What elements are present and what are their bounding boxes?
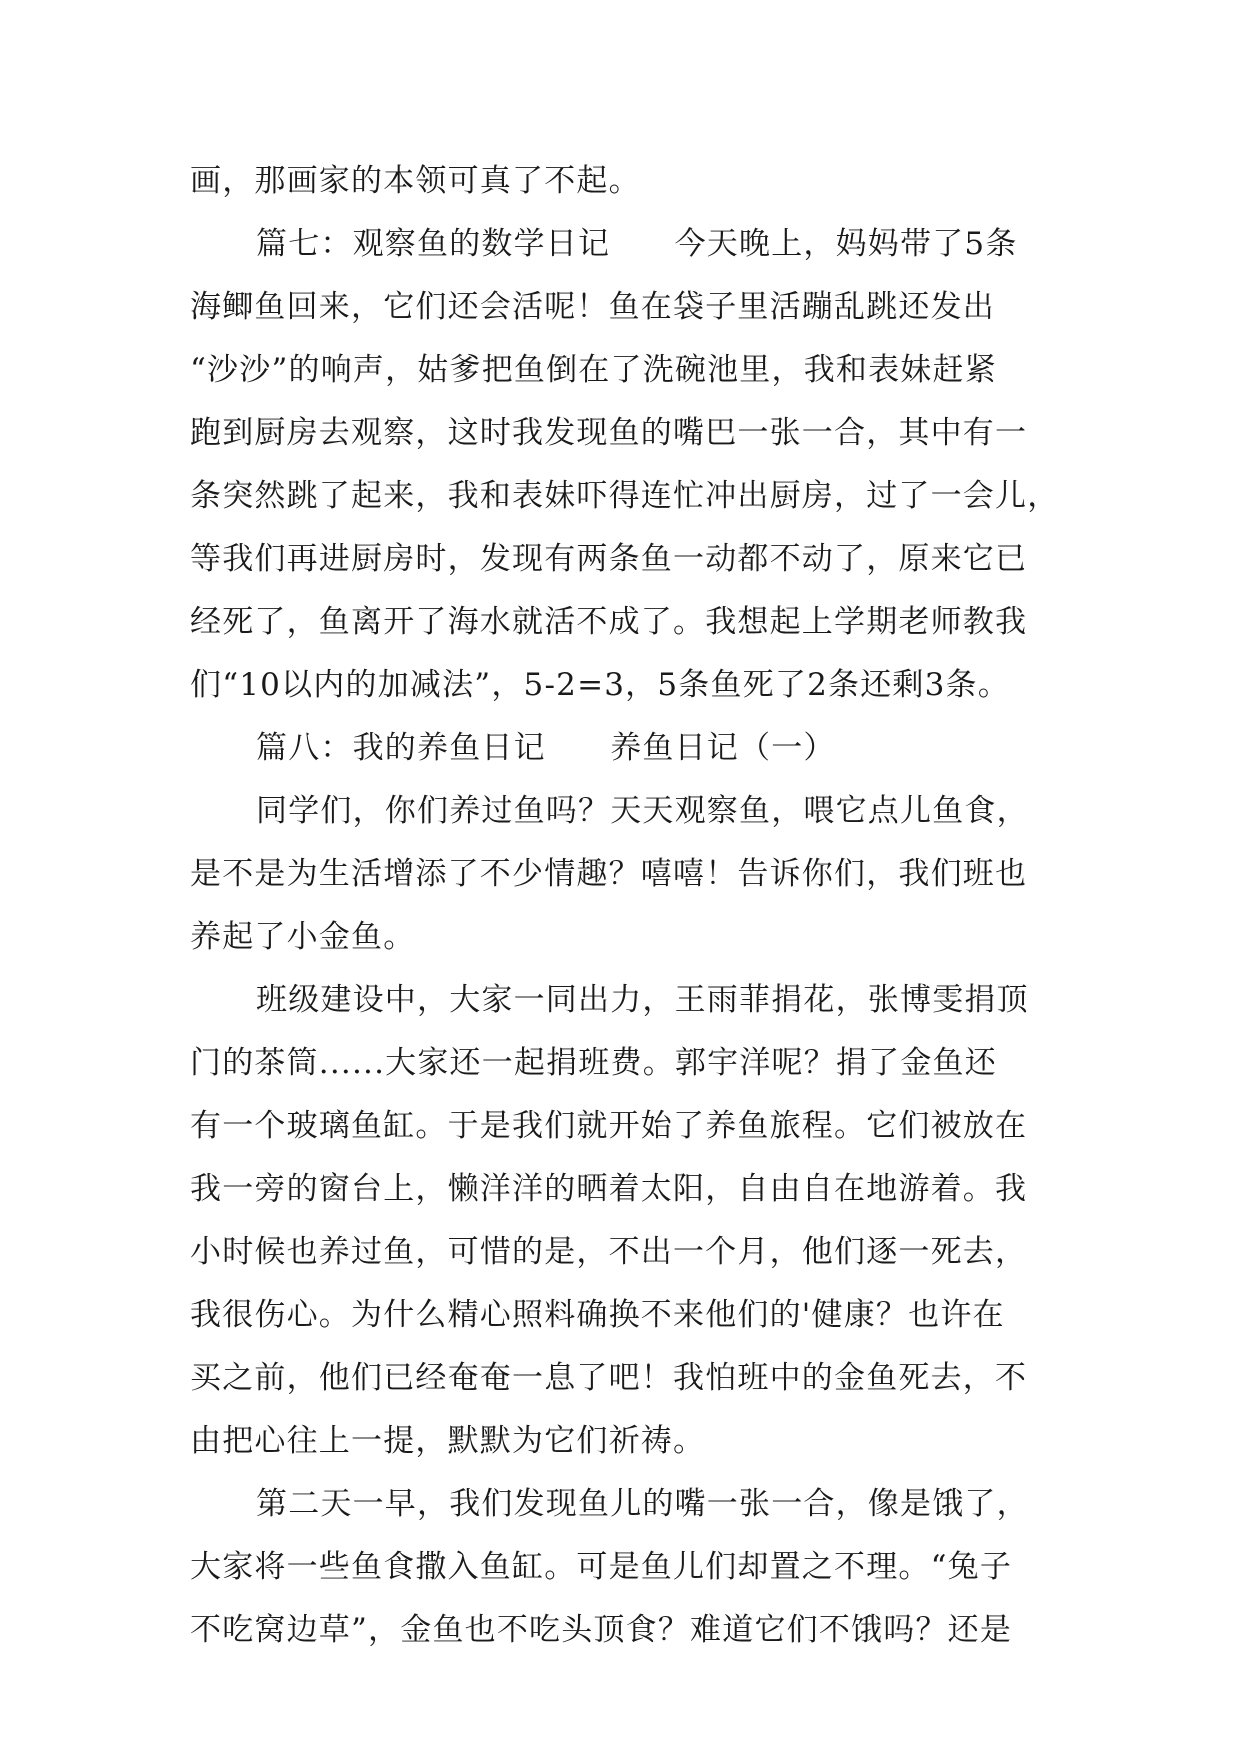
text-line: 班级建设中，大家一同出力，王雨菲捐花，张博雯捐顶 [256,982,1029,1018]
text-line: 大家将一些鱼食撒入鱼缸。可是鱼儿们却置之不理。“兔子 [190,1549,1013,1585]
text-line: 买之前，他们已经奄奄一息了吧！我怕班中的金鱼死去，不 [190,1360,1028,1396]
text-line: 画，那画家的本领可真了不起。 [190,163,641,199]
text-line: 跑到厨房去观察，这时我发现鱼的嘴巴一张一合，其中有一 [190,415,1028,451]
text-line: 海鲫鱼回来，它们还会活呢！鱼在袋子里活蹦乱跳还发出 [190,289,995,325]
text-line: 篇七：观察鱼的数学日记 今天晚上，妈妈带了5条 [256,226,1018,262]
text-line: 养起了小金鱼。 [190,919,416,955]
text-line: 同学们，你们养过鱼吗？天天观察鱼，喂它点儿鱼食， [256,793,1029,829]
text-line: 有一个玻璃鱼缸。于是我们就开始了养鱼旅程。它们被放在 [190,1108,1028,1144]
text-line: 不吃窝边草”，金鱼也不吃头顶食？难道它们不饿吗？还是 [190,1612,1013,1648]
text-line: 小时候也养过鱼，可惜的是，不出一个月，他们逐一死去， [190,1234,1028,1270]
text-line: 等我们再进厨房时，发现有两条鱼一动都不动了，原来它已 [190,541,1028,577]
text-line: 条突然跳了起来，我和表妹吓得连忙冲出厨房，过了一会儿， [190,478,1060,514]
text-line: 由把心往上一提，默默为它们祈祷。 [190,1423,706,1459]
text-line: 经死了，鱼离开了海水就活不成了。我想起上学期老师教我 [190,604,1028,640]
body-text [190,150,1070,1662]
text-line: 我一旁的窗台上，懒洋洋的晒着太阳，自由自在地游着。我 [190,1171,1028,1207]
text-line: 门的茶筒......大家还一起捐班费。郭宇洋呢？捐了金鱼还 [190,1045,997,1081]
text-line: 篇八：我的养鱼日记 养鱼日记（一） [256,730,836,766]
text-line: “沙沙”的响声，姑爹把鱼倒在了洗碗池里，我和表妹赶紧 [190,352,997,388]
text-line: 是不是为生活增添了不少情趣？嘻嘻！告诉你们，我们班也 [190,856,1028,892]
text-line: 第二天一早，我们发现鱼儿的嘴一张一合，像是饿了， [256,1486,1029,1522]
text-line: 们“10以内的加减法”，5-2=3，5条鱼死了2条还剩3条。 [190,667,1010,703]
text-line: 我很伤心。为什么精心照料确换不来他们的'健康？也许在 [190,1297,1005,1333]
